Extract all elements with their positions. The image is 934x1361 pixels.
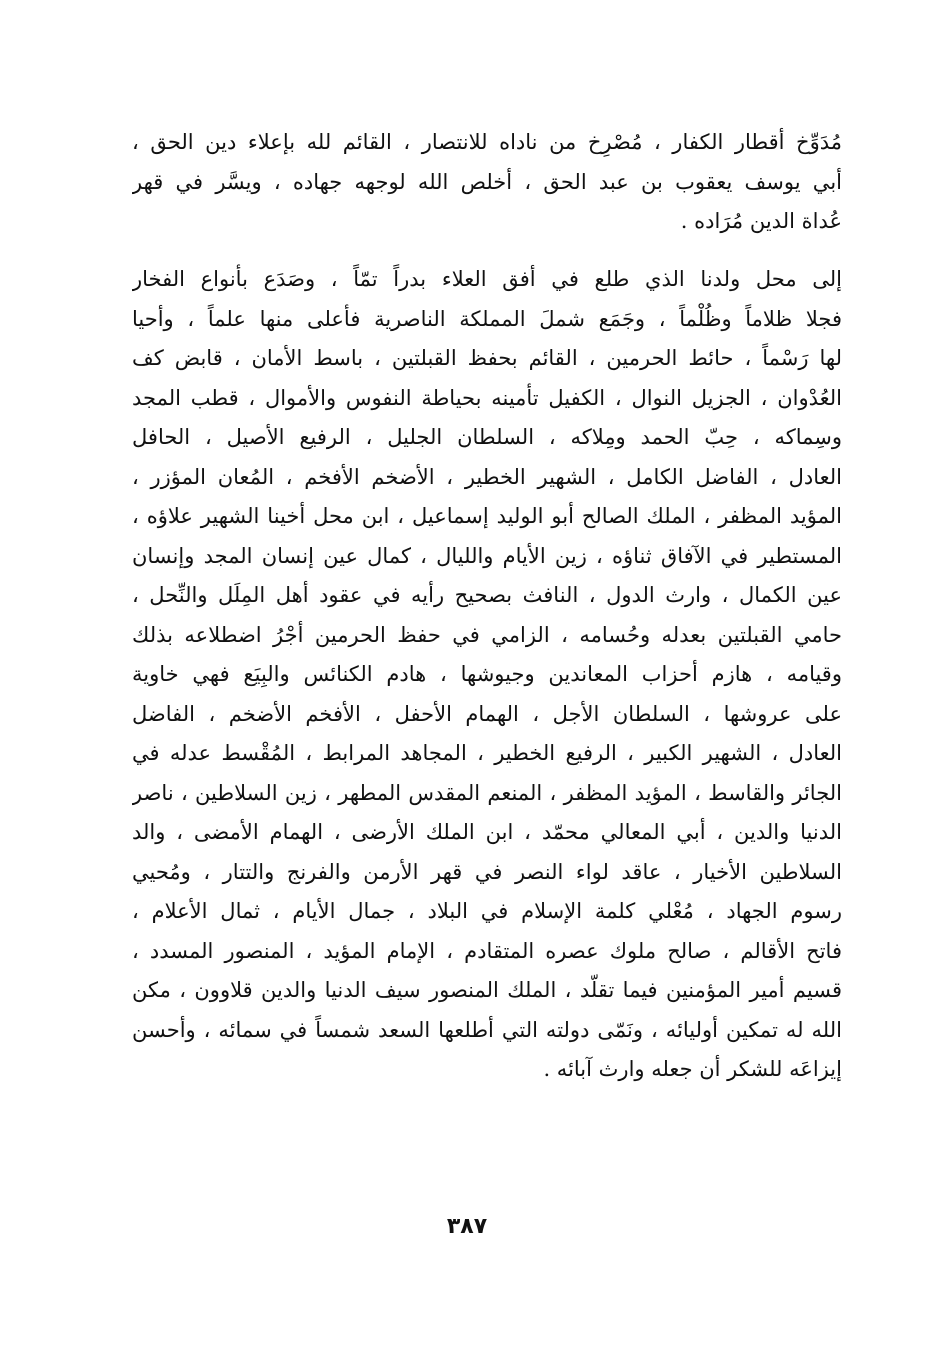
text-line: لها رَسْماً ، حائط الحرمين ، القائم بحفظ القبلتين ، باسط الأمان ، قابض كف: [132, 346, 842, 370]
text-line: المستطير في الآفاق ثناؤه ، زين الأيام والليال ، كمال عين إنسان المجد وإنسان: [132, 543, 842, 568]
paragraph-1: [132, 123, 842, 242]
text-line: العادل ، الشهير الكبير ، الرفيع الخطير ، المجاهد المرابط ، المُقْسط عدله في: [132, 741, 842, 765]
text-line: قسيم أمير المؤمنين فيما تقلّد ، الملك المنصور سيف الدنيا والدين قلاوون ، مكن: [132, 978, 842, 1002]
text-line: إلى محل ولدنا الذي طلع في أفق العلاء بدراً تمّاً ، وصَدَع بأنواع الفخار: [132, 267, 842, 291]
text-line: رسوم الجهاد ، مُعْلي كلمة الإسلام في البلاد ، جمال الأيام ، ثمال الأعلام ،: [132, 899, 842, 923]
text-line: عين الكمال ، وارث الدول ، النافث بصحيح رأيه في عقود أهل المِلَل والنِّحل ،: [132, 583, 842, 607]
text-line: السلاطين الأخيار ، عاقد لواء النصر في قهر الأرمن والفرنج والتتار ، ومُحيي: [132, 859, 842, 884]
text-line: حامي القبلتين بعدله وحُسامه ، الزامي في حفظ الحرمين أجْرُ اضطلاعه بذلك: [132, 622, 842, 647]
text-line: العادل ، الفاضل الكامل ، الشهير الخطير ، الأضخم الأفخم ، المُعان المؤزر ،: [132, 464, 842, 489]
text-line: مُدَوِّخ أقطار الكفار ، مُصْرِخ من ناداه للانتصار ، القائم لله بإعلاء دين الحق ،: [132, 130, 842, 154]
text-line: أبي يوسف يعقوب بن عبد الحق ، أخلص الله لوجهه جهاده ، ويسَّر في قهر: [132, 169, 842, 194]
text-line: عُداة الدين مُرَاده .: [680, 209, 842, 233]
page-number: ٣٨٧: [446, 1214, 488, 1239]
text-line: الدنيا والدين ، أبي المعالي محمّد ، ابن الملك الأرضى ، الهمام الأمضى ، والد: [132, 820, 842, 844]
text-line: فجلا ظلاماً وظُلْماً ، وجَمَع شملَ المملكة الناصرية فأعلى منها علماً ، وأحيا: [132, 306, 842, 331]
text-line: على عروشها ، السلطان الأجل ، الهمام الأحفل ، الأفخم الأضخم ، الفاضل: [132, 701, 842, 726]
paragraph-2: [132, 260, 842, 1090]
text-line: العُدْوان ، الجزيل النوال ، الكفيل تأمينه بحياطة النفوس والأموال ، قطب المجد: [132, 385, 842, 410]
text-line: الجائر والقاسط ، المؤيد المظفر ، المنعم المقدس المطهر ، زين السلاطين ، ناصر: [132, 780, 842, 805]
text-line: المؤيد المظفر ، الملك الصالح أبو الوليد إسماعيل ، ابن محل أخينا الشهير علاؤه ،: [132, 504, 842, 528]
text-line: وسِماكه ، حِبّ الحمد ومِلاكه ، السلطان الجليل ، الرفيع الأصيل ، الحافل: [132, 425, 842, 449]
text-line: فاتح الأقالم ، صالح ملوك عصره المتقادم ، الإمام المؤيد ، المنصور المسدد ،: [132, 938, 842, 963]
text-line: الله له تمكين أوليائه ، ونَمّى دولته التي أطلعها السعد شمساً في سمائه ، وأحسن: [132, 1017, 842, 1042]
text-line: وقيامه ، هازم أحزاب المعاندين وجيوشها ، هادم الكنائس والبِيَع فهي خاوية: [132, 662, 842, 686]
text-line: إيزاعَه للشكر أن جعله وارث آبائه .: [543, 1057, 842, 1081]
